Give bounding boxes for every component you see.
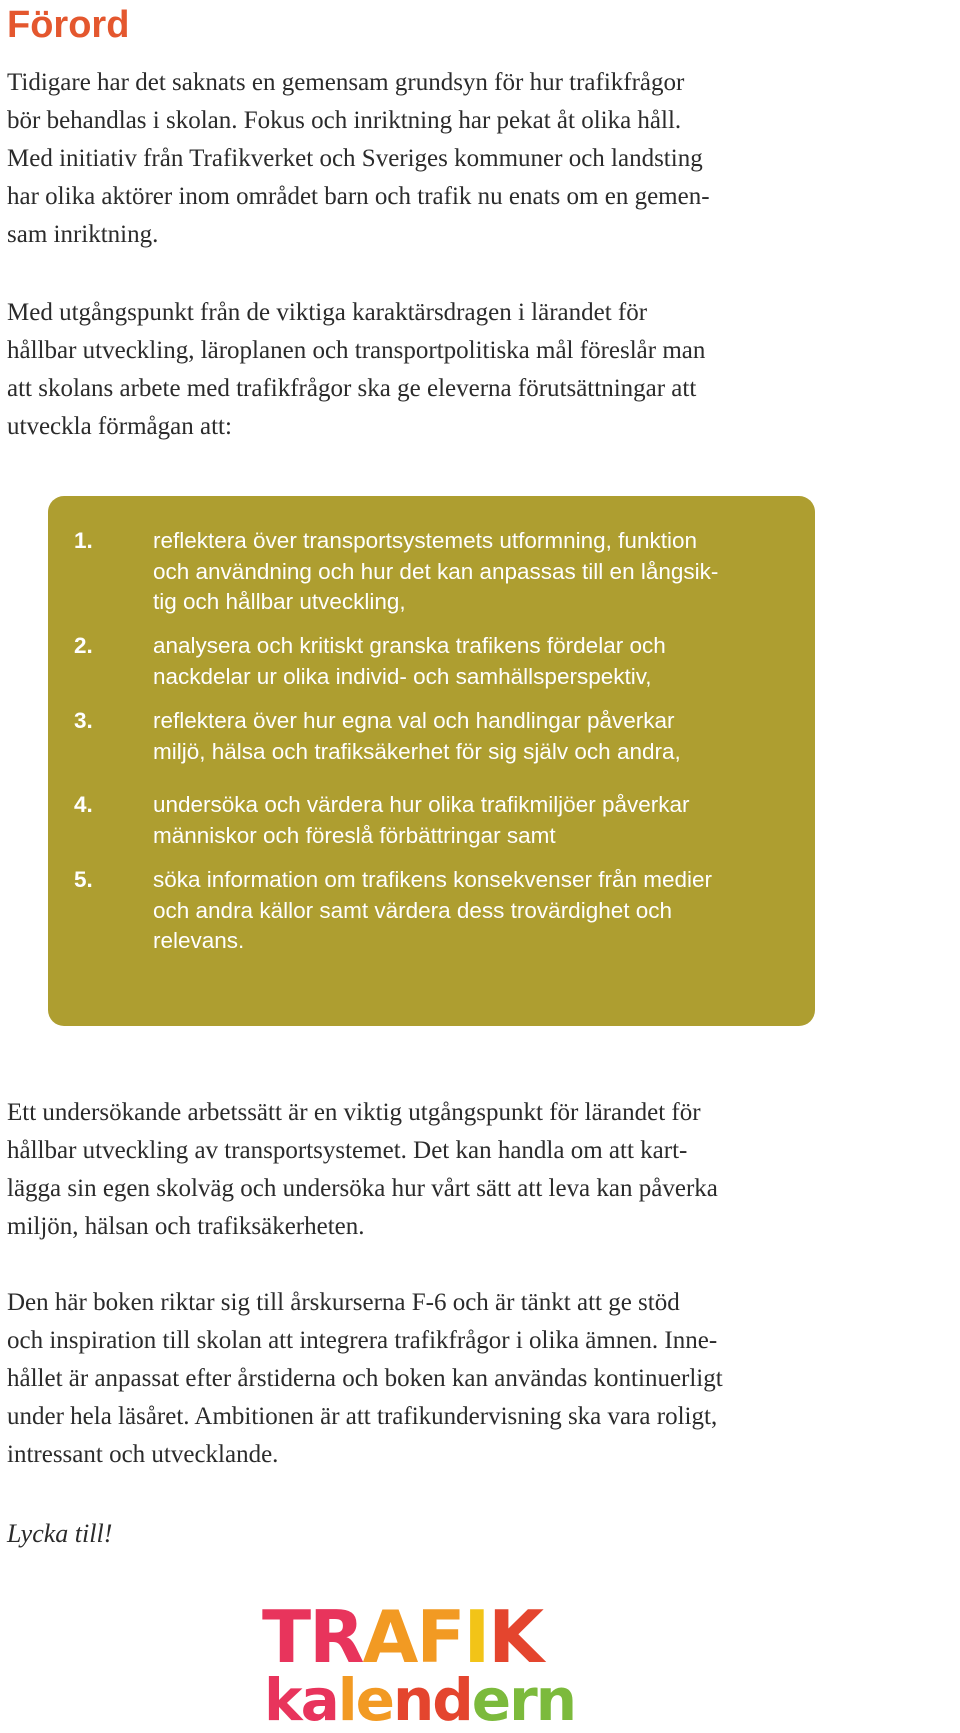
goal-text: undersöka och värdera hur olika trafikmiljöer påverkar människor och föreslå förbättringar samt bbox=[153, 792, 690, 848]
logo-letter: R bbox=[309, 1596, 363, 1679]
goal-text: reflektera över hur egna val och handlingar påverkar miljö, hälsa och trafiksäkerhet för sig själv och andra, bbox=[153, 708, 681, 764]
method-paragraph: Ett undersökande arbetssätt är en viktig utgångspunkt för lärandet för hållbar utveckling av transportsystemet. Det kan handla om att kart- lägga sin egen skolväg och undersöka hur vårt sätt att leva kan påverka miljön, hälsan och trafiksäkerheten. bbox=[7, 1099, 718, 1240]
goal-text: analysera och kritiskt granska trafikens fördelar och nackdelar ur olika individ- och samhällsperspektiv, bbox=[153, 633, 666, 689]
book-paragraph: Den här boken riktar sig till årskurserna F-6 och är tänkt att ge stöd och inspiration till skolan att integrera trafikfrågor i olika ämnen. Inne- hållet är anpassat efter årstiderna och boken kan användas kontinuerligt under hela läsåret. Ambitionen är att trafikundervisning ska vara roligt, intressant och utvecklande. bbox=[7, 1289, 723, 1468]
goal-number: 4. bbox=[74, 792, 93, 817]
goal-number: 3. bbox=[74, 708, 93, 733]
logo-word-bottom bbox=[264, 1666, 575, 1726]
page-title: Förord bbox=[7, 4, 130, 46]
goal-item bbox=[74, 706, 794, 767]
trafikkalendern-logo bbox=[262, 1596, 602, 1726]
logo-letter: F bbox=[416, 1596, 464, 1679]
logo-letter: n bbox=[392, 1666, 433, 1726]
goal-text: reflektera över transportsystemets utformning, funktion och användning och hur det kan anpassas till en långsik- tig och hållbar utveckling, bbox=[153, 528, 719, 614]
signoff: Lycka till! bbox=[7, 1519, 113, 1548]
logo-letter: e bbox=[355, 1666, 393, 1726]
goal-number: 2. bbox=[74, 633, 93, 658]
intro-paragraph: Tidigare har det saknats en gemensam grundsyn för hur trafikfrågor bör behandlas i skolan. Fokus och inriktning har pekat åt olika håll. Med initiativ från Trafikverket och Sveriges kommuner och landsting har olika aktörer inom området barn och trafik nu enats om en gemen- sam inriktning. bbox=[7, 69, 710, 248]
goals-box bbox=[48, 496, 815, 1026]
logo-letter: I bbox=[463, 1596, 489, 1679]
goal-item bbox=[74, 865, 794, 957]
logo-letter: T bbox=[262, 1596, 310, 1679]
goal-text: söka information om trafikens konsekvenser från medier och andra källor samt värdera dess trovärdighet och relevans. bbox=[153, 867, 712, 953]
logo-letter: e bbox=[471, 1666, 510, 1726]
logo-letter: k bbox=[264, 1666, 301, 1726]
goal-item bbox=[74, 631, 794, 692]
logo-letter: l bbox=[337, 1666, 356, 1726]
logo-letter: d bbox=[432, 1666, 472, 1726]
goal-number: 5. bbox=[74, 867, 93, 892]
goal-item bbox=[74, 526, 794, 618]
logo-letter: r bbox=[509, 1666, 536, 1726]
goal-item bbox=[74, 790, 794, 851]
logo-letter: K bbox=[488, 1596, 543, 1679]
logo-letter: A bbox=[362, 1596, 417, 1679]
logo-letter: a bbox=[300, 1666, 338, 1726]
logo-letter: n bbox=[535, 1666, 576, 1726]
logo-lockup bbox=[262, 1596, 575, 1726]
goal-number: 1. bbox=[74, 528, 93, 553]
goals-intro-paragraph: Med utgångspunkt från de viktiga karaktärsdragen i lärandet för hållbar utveckling, läroplanen och transportpolitiska mål föreslår man att skolans arbete med trafikfrågor ska ge eleverna förutsättningar att utveckla förmågan att: bbox=[7, 299, 706, 440]
